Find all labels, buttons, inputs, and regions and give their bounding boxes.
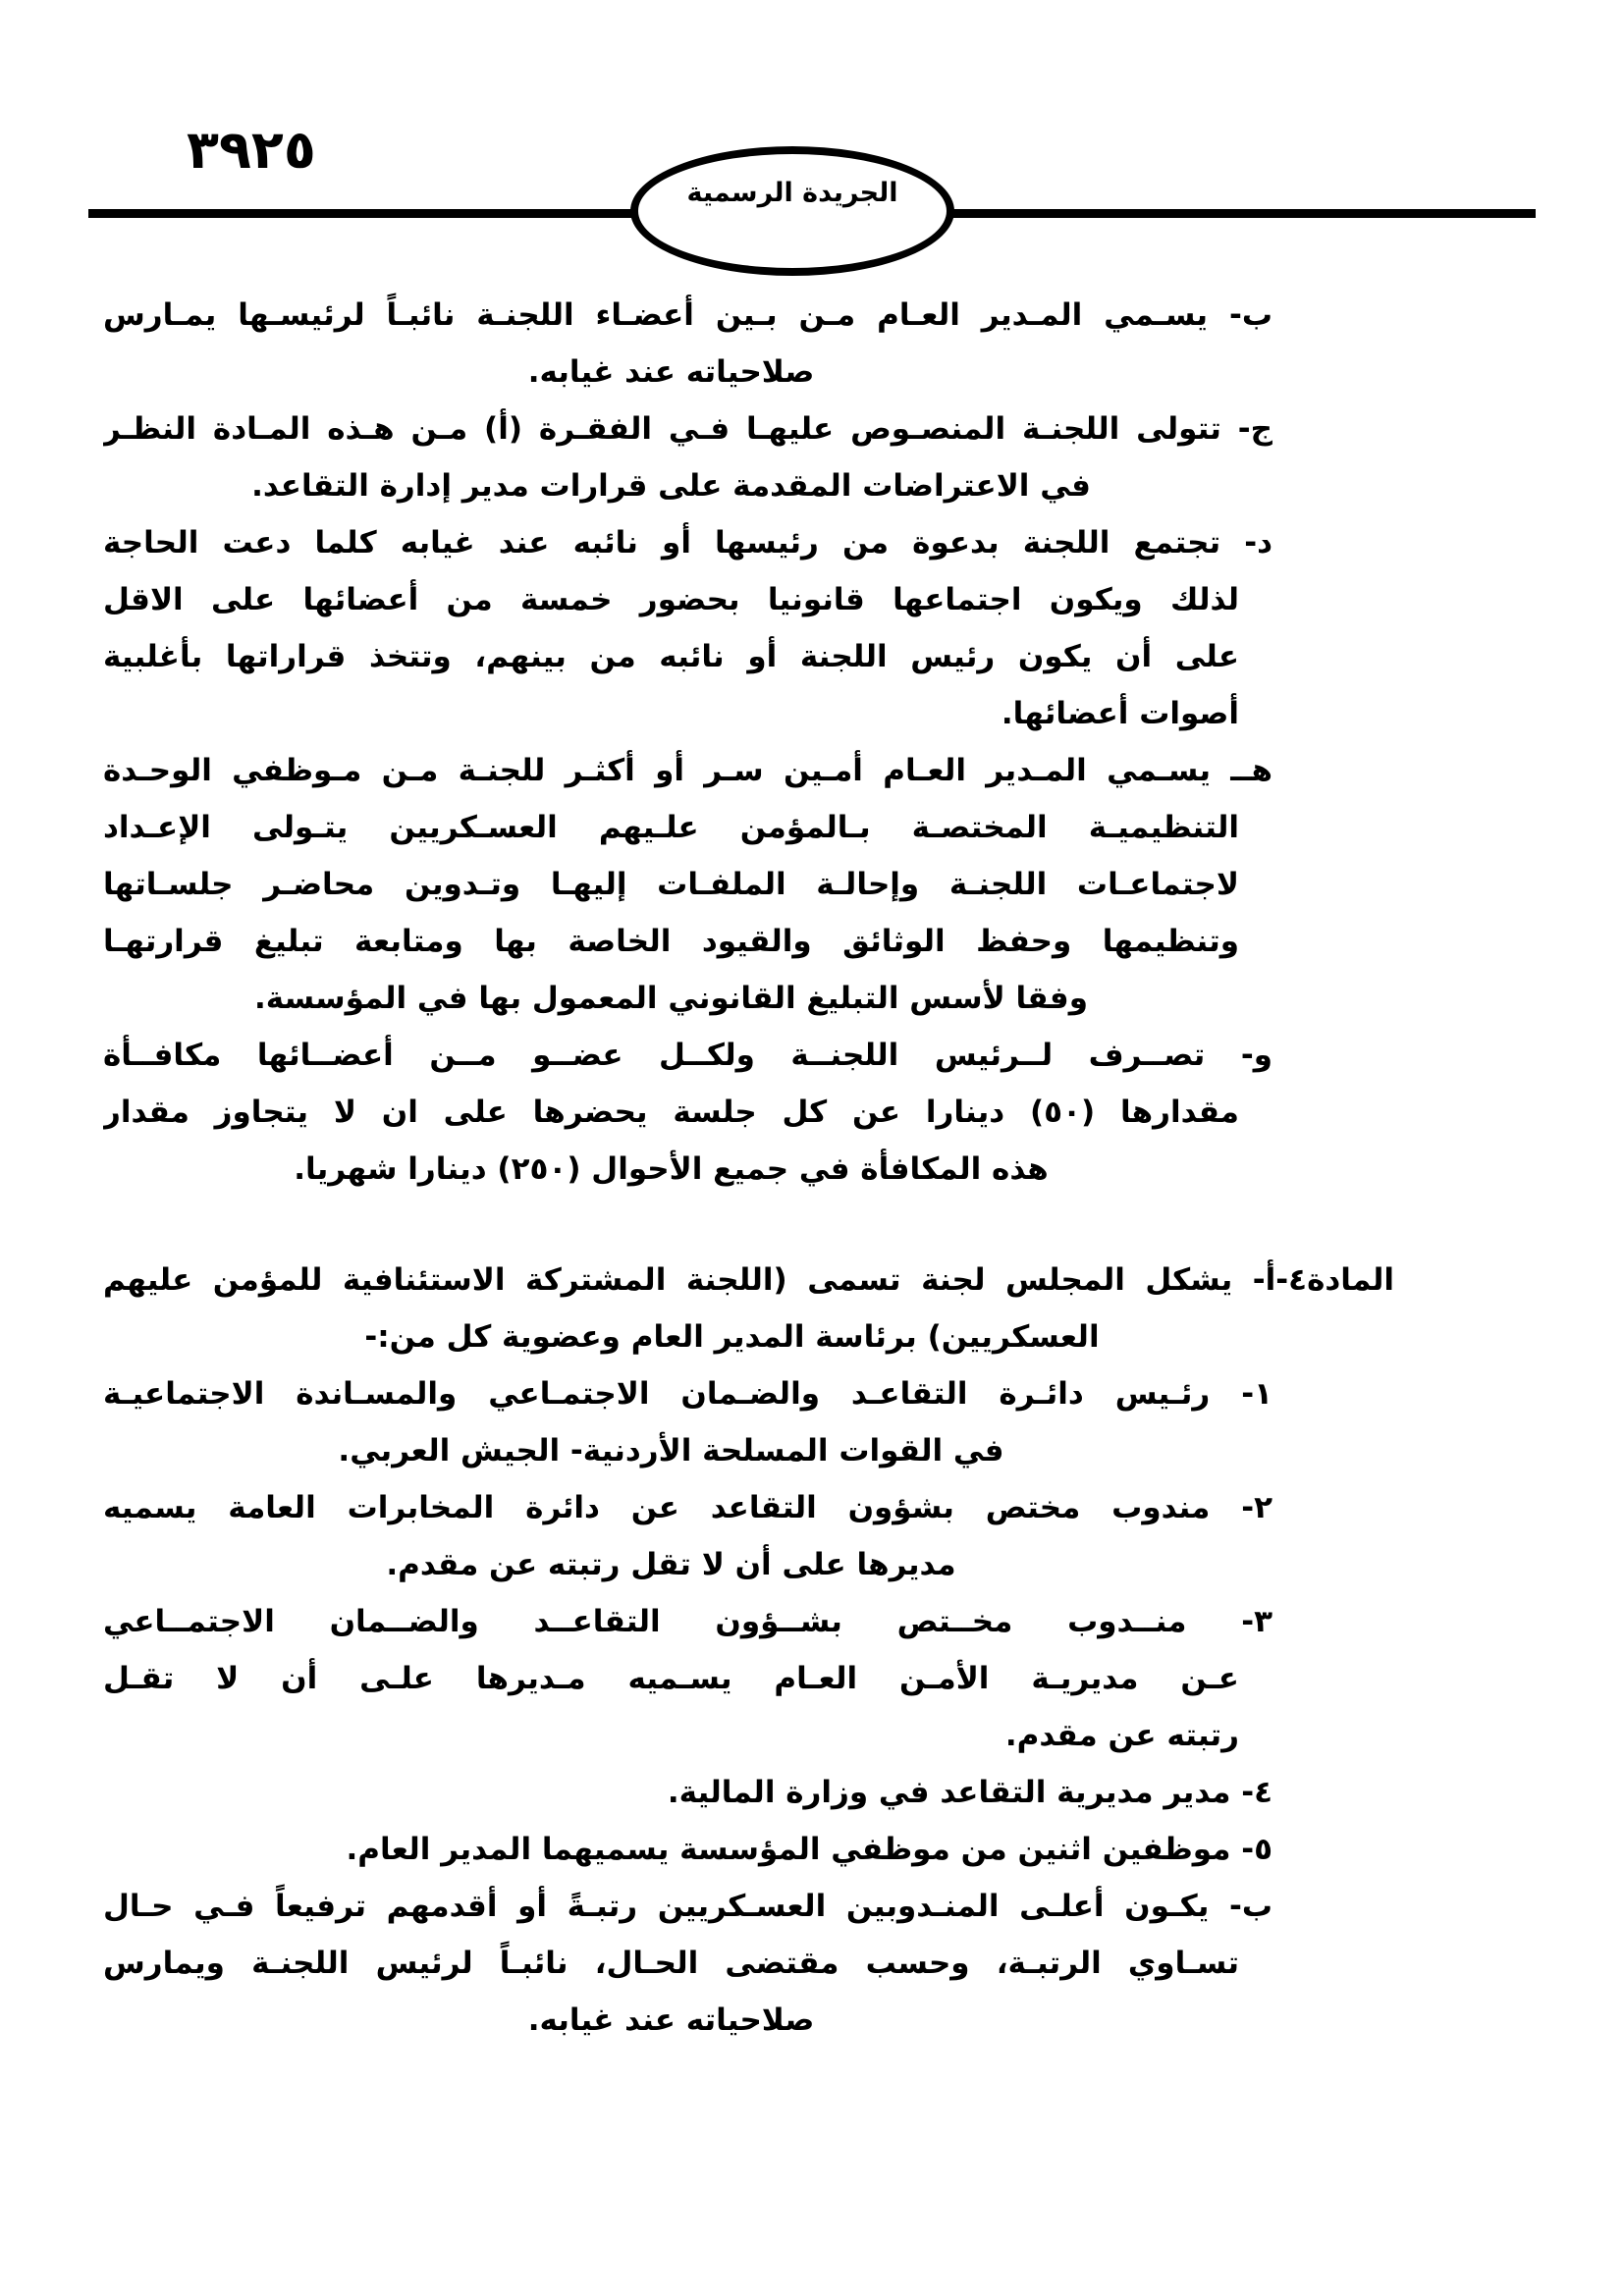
- text-line: ب- يسـمي المـدير العـام مـن بـين أعضـاء اللجنـة نائبـاً لرئيسـها يمـارس: [103, 297, 1272, 333]
- text-line: عـن مديريـة الأمـن العـام يسـميه مـديرها علـى أن لا تقـل: [103, 1661, 1239, 1696]
- text-line: د- تجتمع اللجنة بدعوة من رئيسها أو نائبه عند غيابه كلما دعت الحاجة: [103, 525, 1272, 561]
- document-body: [103, 287, 1394, 2049]
- text-line: ٣- منــدوب مخــتص بشــؤون التقاعــد والضــمان الاجتمــاعي: [103, 1604, 1272, 1639]
- paragraph-clause-waw: [103, 1027, 1394, 1198]
- gazette-badge: [630, 146, 954, 276]
- text-line: العسكريين) برئاسة المدير العام وعضوية كل من:-: [364, 1319, 1100, 1355]
- text-line: هذه المكافأة في جميع الأحوال (٢٥٠) دينارا شهريا.: [294, 1151, 1049, 1187]
- paragraph-clause-ha: [103, 742, 1394, 1027]
- paragraph-item-4: [103, 1764, 1394, 1821]
- paragraph-clause-b-2: [103, 1878, 1394, 2049]
- text-line: وتنظيمها وحفظ الوثائق والقيود الخاصة بها ومتابعة تبليغ قرارتهـا: [103, 924, 1239, 959]
- text-line: أصوات أعضائها.: [1001, 696, 1239, 731]
- text-line: مقدارها (٥٠) دينارا عن كل جلسة يحضرها على ان لا يتجاوز مقدار: [103, 1095, 1239, 1130]
- text-line: ٥- موظفين اثنين من موظفي المؤسسة يسميهما المدير العام.: [346, 1832, 1272, 1867]
- paragraph-clause-b: [103, 287, 1394, 400]
- text-line: في القوات المسلحة الأردنية- الجيش العربي.: [338, 1433, 1004, 1468]
- paragraph-item-2: [103, 1479, 1394, 1593]
- text-line: التنظيميـة المختصـة بـالمؤمن علـيهم العسـكريين يتـولى الإعـداد: [103, 810, 1239, 845]
- text-line: ١- رئـيس دائـرة التقاعـد والضـمان الاجتمـاعي والمسـاندة الاجتماعيـة: [103, 1376, 1272, 1412]
- paragraph-item-5: [103, 1821, 1394, 1878]
- text-line: وفقا لأسس التبليغ القانوني المعمول بها في المؤسسة.: [254, 981, 1088, 1016]
- paragraph-item-3: [103, 1593, 1394, 1764]
- paragraph-clause-dal: [103, 514, 1394, 742]
- text-line: ٤- مدير مديرية التقاعد في وزارة المالية.: [667, 1775, 1272, 1810]
- text-line: ج- تتولى اللجنـة المنصـوص عليهـا فـي الفقـرة (أ) مـن هـذه المـادة النظـر: [103, 411, 1272, 447]
- gazette-badge-title: الجريدة الرسمية: [686, 178, 898, 208]
- text-line: و- تصــرف لــرئيس اللجنــة ولكــل عضــو مــن أعضــائها مكافــأة: [103, 1038, 1272, 1073]
- text-line: مديرها على أن لا تقل رتبته عن مقدم.: [386, 1547, 956, 1582]
- page-number: ٣٩٢٥: [187, 119, 316, 181]
- paragraph-item-1: [103, 1365, 1394, 1479]
- paragraph-clause-jim: [103, 400, 1394, 514]
- text-line: في الاعتراضات المقدمة على قرارات مدير إدارة التقاعد.: [251, 468, 1091, 504]
- text-line: رتبته عن مقدم.: [1004, 1718, 1239, 1753]
- text-line: ٢- مندوب مختص بشؤون التقاعد عن دائرة المخابرات العامة يسميه: [103, 1490, 1272, 1525]
- text-line: على أن يكون رئيس اللجنة أو نائبه من بينهم، وتتخذ قراراتها بأغلبية: [103, 639, 1239, 674]
- text-line: لاجتماعـات اللجنـة وإحالـة الملفـات إليهـا وتـدوين محاضـر جلسـاتها: [103, 867, 1239, 902]
- text-line: المادة٤-أ- يشكل المجلس لجنة تسمى (اللجنة المشتركة الاستئنافية للمؤمن عليهم: [103, 1262, 1394, 1298]
- text-line: هــ يسـمي المـدير العـام أمـين سـر أو أكثـر للجنـة مـن مـوظفي الوحـدة: [103, 753, 1272, 788]
- text-line: ب- يكـون أعلـى المنـدوبين العسـكريين رتبـةً أو أقدمهم ترفيعاً فـي حـال: [103, 1889, 1272, 1924]
- text-line: لذلك ويكون اجتماعها قانونيا بحضور خمسة من أعضائها على الاقل: [103, 582, 1239, 617]
- text-line: صلاحياته عند غيابه.: [527, 2002, 815, 2038]
- text-line: تسـاوي الرتبـة، وحسب مقتضى الحـال، نائبـاً لرئيس اللجنـة ويمارس: [103, 1946, 1239, 1981]
- paragraph-article-4-a: [103, 1252, 1394, 1365]
- text-line: صلاحياته عند غيابه.: [527, 354, 815, 390]
